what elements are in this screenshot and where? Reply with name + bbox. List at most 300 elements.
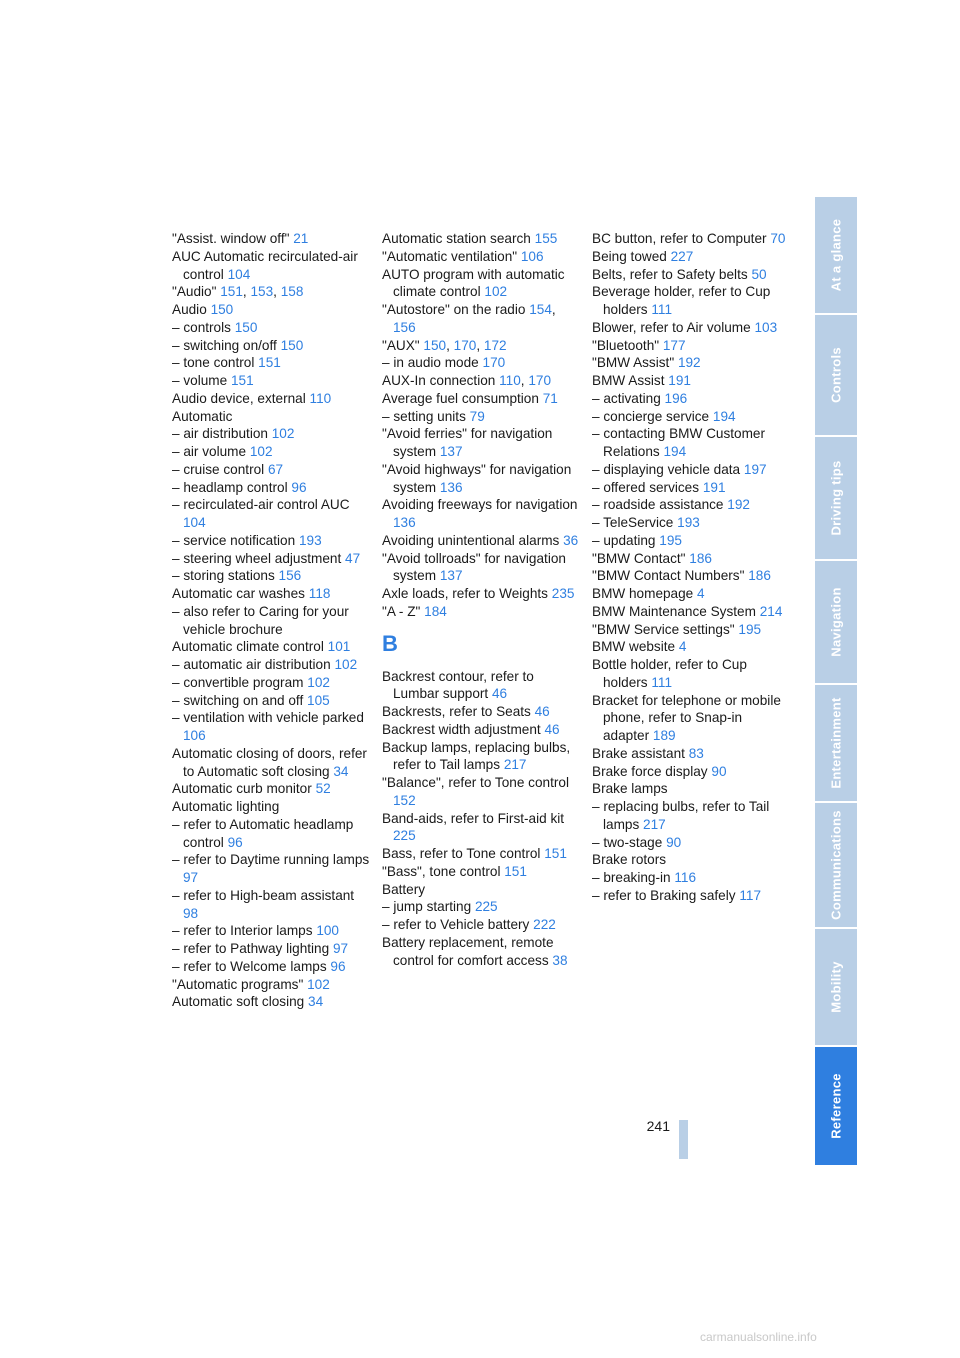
index-entry-text: – air distribution: [172, 426, 268, 442]
index-entry-text: Average fuel consumption: [382, 390, 539, 406]
index-entry-text: Battery: [382, 881, 426, 897]
page-reference-link[interactable]: 104: [227, 266, 251, 282]
page-reference-link[interactable]: 46: [544, 721, 560, 737]
page-reference-link[interactable]: 100: [316, 923, 339, 939]
index-column-1: [172, 230, 372, 1011]
index-entry-text: – setting units: [382, 408, 466, 424]
index-entry-text: "Automatic programs": [172, 976, 304, 992]
index-entry: [382, 425, 582, 461]
side-tab-entertainment[interactable]: [815, 685, 857, 801]
page-reference-link[interactable]: 4: [697, 586, 705, 601]
page-reference-link[interactable]: 50: [751, 266, 767, 282]
index-entry-text: – controls: [172, 319, 231, 335]
index-entry: [172, 887, 372, 923]
page-reference-link[interactable]: 102: [307, 674, 330, 690]
side-tab-label: At a glance: [828, 218, 844, 292]
index-entry: [592, 585, 788, 603]
index-entry: [382, 603, 582, 621]
page-reference-link[interactable]: 97: [183, 870, 199, 885]
index-entry: [592, 550, 788, 568]
index-entry-text: AUC Automatic recirculated-air control: [172, 248, 358, 282]
index-entry: [592, 514, 788, 532]
index-entry-text: "BMW Contact": [592, 550, 686, 566]
page-reference-link[interactable]: 193: [677, 515, 700, 530]
section-letter: B: [382, 630, 398, 656]
page-reference-link[interactable]: 151: [544, 846, 567, 861]
side-tab-bar: [815, 197, 857, 1161]
page-reference-link[interactable]: 96: [227, 834, 243, 850]
index-entry-text: – replacing bulbs, refer to Tail lamps: [592, 799, 770, 832]
index-entry: [592, 496, 788, 514]
index-entry-text: Being towed: [592, 248, 667, 264]
index-entry: [172, 550, 372, 568]
watermark: carmanualsonline.info: [700, 1330, 817, 1344]
page-reference-link[interactable]: 158: [280, 284, 304, 300]
page-reference-link[interactable]: 191: [702, 479, 726, 495]
index-entry-text: BMW website: [592, 639, 676, 655]
page-reference-link[interactable]: 67: [267, 461, 284, 477]
index-entry-text: – refer to Interior lamps: [172, 923, 313, 939]
page-reference-link[interactable]: 4: [678, 639, 687, 655]
index-entry: [592, 372, 788, 390]
page-reference-link[interactable]: 101: [327, 639, 351, 655]
index-entry-text: – refer to Welcome lamps: [172, 958, 327, 974]
index-entry-text: Automatic car washes: [172, 586, 305, 601]
index-entry: [382, 916, 582, 934]
page-reference-link[interactable]: 196: [664, 390, 688, 406]
page-reference-link[interactable]: 102: [249, 444, 273, 459]
index-entry-text: "Audio": [172, 284, 217, 300]
index-entry-text: Backrest width adjustment: [382, 721, 541, 737]
index-entry-text: – refer to Automatic headlamp control: [172, 816, 354, 850]
index-entry: [592, 692, 788, 745]
index-entry-text: Brake assistant: [592, 745, 685, 761]
index-entry-text: Automatic soft closing: [172, 994, 305, 1010]
page-reference-link[interactable]: 194: [663, 444, 687, 459]
side-tab-label: Mobility: [828, 961, 844, 1013]
index-entry-text: Automatic station search: [382, 231, 531, 246]
index-entry: [172, 248, 372, 284]
index-entry: [172, 408, 372, 426]
index-entry-text: Brake lamps: [592, 781, 668, 797]
index-entry: [592, 337, 788, 355]
index-entry-text: "Autostore" on the radio: [382, 302, 526, 317]
index-entry-text: "Avoid tollroads" for navigation system: [382, 550, 566, 584]
index-entry: [172, 354, 372, 372]
index-entry-text: Brake rotors: [592, 852, 667, 868]
index-entry-text: Brake force display: [592, 763, 708, 779]
index-entry: [172, 532, 372, 550]
index-entry: [592, 461, 788, 479]
page-reference-link[interactable]: 222: [533, 917, 556, 932]
index-entry-text: – refer to Daytime running lamps: [172, 852, 370, 868]
index-entry-text: – TeleService: [592, 515, 674, 530]
index-entry: [592, 834, 788, 852]
index-entry-text: – in audio mode: [382, 355, 479, 371]
page-reference-link[interactable]: 71: [542, 390, 558, 406]
index-entry-text: "Bass", tone control: [382, 863, 501, 879]
page-reference-link[interactable]: 96: [330, 958, 346, 974]
index-entry-text: Automatic curb monitor: [172, 781, 312, 797]
index-entry: [592, 638, 788, 656]
side-tab-driving-tips[interactable]: [815, 437, 857, 559]
index-entry: "Autostore" on the radio 154, 156: [382, 302, 556, 335]
index-entry: [172, 425, 372, 443]
page-reference-link[interactable]: 170: [453, 337, 477, 353]
index-entry-text: – updating: [592, 532, 656, 548]
index-entry-text: "Automatic ventilation": [382, 248, 518, 264]
index-entry-text: "BMW Service settings": [592, 621, 735, 637]
side-tab-label: Reference: [828, 1073, 844, 1139]
page-reference-link[interactable]: 136: [439, 479, 463, 495]
index-entry-text: BMW Maintenance System: [592, 603, 756, 619]
index-column-3: [592, 230, 788, 905]
page-reference-link[interactable]: 90: [711, 763, 727, 779]
page-reference-link[interactable]: 90: [666, 834, 682, 850]
page-reference-link[interactable]: 117: [739, 887, 762, 903]
page-reference-link[interactable]: 102: [271, 426, 295, 442]
page-reference-link[interactable]: 52: [315, 781, 331, 797]
page-number: 241: [646, 1118, 670, 1134]
page-reference-link[interactable]: 46: [534, 704, 550, 719]
index-entry-text: Backup lamps, replacing bulbs, refer to Tail lamps: [382, 739, 571, 773]
index-entry: [172, 390, 372, 408]
page-reference-link[interactable]: 156: [278, 568, 302, 584]
index-entry: [172, 496, 372, 532]
index-entry-text: AUX-In connection: [382, 373, 496, 388]
index-entry: [382, 739, 582, 775]
index-entry-text: – ventilation with vehicle parked: [172, 710, 364, 726]
index-entry-text: Beverage holder, refer to Cup holders: [592, 284, 771, 317]
index-entry: "AUX" 150, 170, 172: [382, 337, 507, 353]
index-column-2: [382, 230, 582, 969]
index-entry-text: Automatic climate control: [172, 639, 324, 655]
index-entry: [172, 692, 372, 710]
page-reference-link[interactable]: 150: [280, 337, 304, 353]
index-entry: [382, 408, 582, 426]
index-entry-text: Audio: [172, 302, 207, 317]
index-entry-text: "Assist. window off": [172, 231, 290, 246]
index-entry: [382, 845, 582, 863]
index-entry: [382, 390, 582, 408]
page-reference-link[interactable]: 186: [748, 568, 771, 584]
index-entry-text: – activating: [592, 390, 661, 406]
page-reference-link[interactable]: 235: [551, 586, 575, 601]
page-reference-link[interactable]: 111: [651, 674, 673, 690]
page-reference-link[interactable]: 110: [309, 390, 332, 406]
index-entry-text: – refer to Vehicle battery: [382, 917, 530, 932]
side-tab-at-a-glance[interactable]: [815, 197, 857, 313]
page-reference-link[interactable]: 105: [307, 692, 330, 708]
index-entry: [382, 550, 582, 586]
index-entry: [172, 780, 372, 798]
index-entry: [382, 810, 582, 846]
index-entry: [172, 337, 372, 355]
index-entry: [382, 703, 582, 721]
page-reference-link[interactable]: 110: [499, 373, 521, 388]
index-entry-text: – switching on/off: [172, 337, 277, 353]
page-reference-link[interactable]: 79: [469, 408, 485, 424]
index-entry-text: Band-aids, refer to First-aid kit: [382, 810, 565, 826]
index-entry: [172, 993, 372, 1011]
index-entry: [172, 851, 372, 887]
side-tab-controls[interactable]: [815, 315, 857, 435]
page-reference-link[interactable]: 118: [308, 586, 331, 601]
index-entry-text: BMW Assist: [592, 373, 665, 388]
index-entry: [592, 532, 788, 550]
page-reference-link[interactable]: 192: [677, 355, 701, 371]
page-reference-link[interactable]: 153: [250, 284, 274, 300]
page-reference-link[interactable]: 150: [423, 337, 447, 353]
index-entry-text: Automatic closing of doors, refer to Automatic soft closing: [172, 745, 367, 779]
index-entry: [172, 567, 372, 585]
page-reference-link[interactable]: 137: [439, 568, 463, 584]
index-entry-text: – breaking-in: [592, 870, 671, 885]
page-reference-link[interactable]: 116: [674, 870, 697, 885]
page-reference-link[interactable]: 227: [670, 248, 694, 264]
page-reference-link[interactable]: 155: [534, 231, 558, 246]
page-reference-link[interactable]: 217: [503, 757, 527, 773]
index-entry: [592, 851, 788, 869]
index-entry: [382, 266, 582, 302]
page-reference-link[interactable]: 103: [754, 319, 778, 335]
page-reference-link[interactable]: 102: [307, 976, 330, 992]
page-reference-link[interactable]: 177: [662, 337, 686, 353]
index-entry-text: – service notification: [172, 532, 296, 548]
index-entry-text: Bottle holder, refer to Cup holders: [592, 657, 747, 690]
page-reference-link[interactable]: 34: [333, 763, 349, 779]
index-entry: [592, 479, 788, 497]
index-entry-text: Blower, refer to Air volume: [592, 319, 751, 335]
index-entry: [382, 248, 582, 266]
page-reference-link[interactable]: 106: [183, 728, 206, 743]
index-entry: [592, 656, 788, 692]
index-entry: [172, 745, 372, 781]
page-reference-link[interactable]: 102: [334, 657, 358, 672]
index-entry: [172, 674, 372, 692]
page-reference-link[interactable]: 46: [492, 686, 508, 702]
page-reference-link[interactable]: 189: [652, 728, 676, 743]
index-entry: "Audio" 151, 153, 158: [172, 284, 304, 300]
index-entry-text: Axle loads, refer to Weights: [382, 586, 548, 601]
index-entry: [592, 283, 788, 319]
page-reference-link[interactable]: 150: [210, 302, 234, 317]
index-entry: [172, 976, 372, 994]
index-entry-text: "Balance", refer to Tone control: [382, 775, 569, 790]
index-entry: [172, 230, 372, 248]
index-entry: [382, 881, 582, 899]
page-reference-link[interactable]: 102: [484, 284, 508, 300]
index-entry-text: – contacting BMW Customer Relations: [592, 426, 766, 459]
index-entry: [172, 656, 372, 674]
index-entry-text: – tone control: [172, 355, 255, 371]
index-entry-text: Backrests, refer to Seats: [382, 704, 531, 719]
index-entry: [592, 319, 788, 337]
index-entry: [172, 372, 372, 390]
index-entry-text: – offered services: [592, 479, 700, 495]
index-entry: [382, 863, 582, 881]
page-reference-link[interactable]: 151: [504, 863, 527, 879]
index-entry-text: – refer to Pathway lighting: [172, 941, 330, 956]
index-entry: [382, 774, 582, 810]
index-entry: [172, 301, 372, 319]
index-entry: [172, 638, 372, 656]
index-entry-text: Bass, refer to Tone control: [382, 846, 541, 861]
side-tab-mobility[interactable]: [815, 929, 857, 1045]
page-reference-link[interactable]: 137: [439, 444, 463, 459]
page-reference-link[interactable]: 154: [529, 302, 552, 317]
index-entry-text: – headlamp control: [172, 479, 288, 495]
page-reference-link[interactable]: 111: [651, 302, 673, 317]
page-reference-link[interactable]: 214: [759, 603, 783, 619]
index-entry-text: AUTO program with automatic climate control: [382, 266, 565, 300]
index-entry-text: Audio device, external: [172, 390, 306, 406]
index-entry-text: – displaying vehicle data: [592, 461, 741, 477]
index-entry-text: – storing stations: [172, 568, 275, 584]
page-reference-link[interactable]: 195: [738, 621, 762, 637]
page-reference-link[interactable]: 136: [393, 515, 416, 530]
index-entry-text: Avoiding unintentional alarms: [382, 532, 560, 548]
page-reference-link[interactable]: 151: [258, 355, 281, 371]
page-reference-link[interactable]: 36: [563, 532, 579, 548]
index-entry: [382, 354, 582, 372]
index-entry: [382, 461, 582, 497]
index-entry-text: – jump starting: [382, 899, 472, 915]
side-tab-label: Communications: [828, 810, 844, 920]
index-entry: [592, 603, 788, 621]
page-reference-link[interactable]: 194: [712, 408, 736, 424]
index-entry: [172, 443, 372, 461]
index-entry: [592, 567, 788, 585]
index-entry-text: "A - Z": [382, 603, 421, 619]
index-entry-text: Avoiding freeways for navigation: [382, 497, 578, 513]
index-entry-text: Backrest contour, refer to Lumbar support: [382, 668, 534, 702]
page-reference-link[interactable]: 83: [688, 745, 704, 761]
index-entry: [592, 354, 788, 372]
page-reference-link[interactable]: 70: [770, 231, 786, 246]
index-entry: [172, 940, 372, 958]
index-entry: [592, 745, 788, 763]
page-reference-link[interactable]: 225: [474, 899, 498, 915]
page-reference-link[interactable]: 184: [424, 603, 447, 619]
index-entry: [172, 816, 372, 852]
index-entry-text: Battery replacement, remote control for comfort access: [382, 934, 554, 968]
index-entry-text: – roadside assistance: [592, 497, 724, 513]
page-reference-link[interactable]: 191: [668, 373, 691, 388]
side-tab-label: Controls: [828, 347, 844, 403]
index-entry: [382, 496, 582, 532]
index-entry: [172, 958, 372, 976]
index-entry: [382, 934, 582, 970]
page-reference-link[interactable]: 96: [291, 479, 307, 495]
index-entry-text: – recirculated-air control AUC: [172, 497, 350, 513]
page-reference-link[interactable]: 104: [183, 515, 206, 530]
page-reference-link[interactable]: 195: [659, 532, 682, 548]
index-entry-text: – concierge service: [592, 408, 710, 424]
page-reference-link[interactable]: 170: [482, 355, 506, 371]
page-reference-link[interactable]: 193: [298, 532, 322, 548]
index-entry-text: BMW homepage: [592, 586, 694, 601]
page-reference-link[interactable]: 192: [727, 497, 750, 513]
page-reference-link[interactable]: 98: [183, 905, 199, 921]
page-reference-link[interactable]: 47: [345, 550, 361, 566]
index-entry-text: Belts, refer to Safety belts: [592, 266, 748, 282]
page-reference-link[interactable]: 170: [528, 373, 552, 388]
page-reference-link[interactable]: 151: [220, 284, 243, 300]
page-reference-link[interactable]: 152: [393, 792, 416, 808]
page-reference-link[interactable]: 97: [332, 941, 349, 956]
index-entry-text: – also refer to Caring for your vehicle brochure: [172, 603, 349, 637]
index-entry: [592, 780, 788, 798]
index-entry-text: – air volume: [172, 444, 247, 459]
index-entry: [382, 585, 582, 603]
index-entry-text: "BMW Assist": [592, 355, 675, 371]
index-entry-text: – steering wheel adjustment: [172, 550, 342, 566]
side-tab-communications[interactable]: [815, 803, 857, 927]
index-entry-text: – cruise control: [172, 461, 265, 477]
page-reference-link[interactable]: 217: [643, 816, 666, 832]
index-entry-text: "Avoid ferries" for navigation system: [382, 426, 553, 459]
page-reference-link[interactable]: 38: [552, 952, 568, 968]
page-reference-link[interactable]: 225: [393, 828, 416, 844]
index-entry-text: "Bluetooth": [592, 337, 660, 353]
index-entry: [592, 798, 788, 834]
index-entry-text: "AUX": [382, 337, 420, 353]
page-reference-link[interactable]: 34: [308, 994, 324, 1010]
page-reference-link[interactable]: 172: [483, 337, 507, 353]
page-reference-link[interactable]: 156: [393, 319, 416, 335]
index-entry: [172, 922, 372, 940]
index-entry-text: "BMW Contact Numbers": [592, 568, 745, 584]
index-entry: [382, 532, 582, 550]
index-entry: [172, 461, 372, 479]
index-entry-text: – switching on and off: [172, 692, 304, 708]
index-entry-text: "Avoid highways" for navigation system: [382, 461, 572, 495]
index-entry: [592, 425, 788, 461]
index-entry: [172, 798, 372, 816]
page-reference-link[interactable]: 151: [230, 373, 254, 388]
index-entry-text: Automatic: [172, 408, 233, 424]
page-reference-link[interactable]: 106: [520, 248, 544, 264]
side-tab-label: Driving tips: [828, 460, 844, 536]
page-reference-link[interactable]: 186: [689, 550, 712, 566]
index-entry: [172, 479, 372, 497]
side-tab-label: Entertainment: [828, 697, 844, 789]
index-entry: [172, 585, 372, 603]
index-entry-text: – two-stage: [592, 834, 663, 850]
index-entry-text: Bracket for telephone or mobile phone, refer to Snap-in adapter: [592, 692, 781, 743]
index-entry: [592, 621, 788, 639]
page-number-bar: [679, 1120, 688, 1159]
page-reference-link[interactable]: 21: [293, 231, 309, 246]
index-entry: [592, 248, 788, 266]
index-entry: [592, 266, 788, 284]
index-entry: [382, 898, 582, 916]
index-entry-text: – automatic air distribution: [172, 657, 331, 672]
side-tab-reference[interactable]: [815, 1047, 857, 1165]
index-entry-text: – volume: [172, 373, 228, 388]
index-entry-text: Automatic lighting: [172, 799, 280, 814]
index-entry-text: – refer to Braking safely: [592, 887, 736, 903]
index-entry-text: – refer to High-beam assistant: [172, 887, 355, 903]
page-reference-link[interactable]: 150: [234, 319, 258, 335]
index-entry: [592, 230, 788, 248]
page-reference-link[interactable]: 197: [743, 461, 767, 477]
side-tab-navigation[interactable]: [815, 561, 857, 683]
index-entry: [592, 390, 788, 408]
index-entry: [382, 721, 582, 739]
index-entry: [172, 603, 372, 639]
